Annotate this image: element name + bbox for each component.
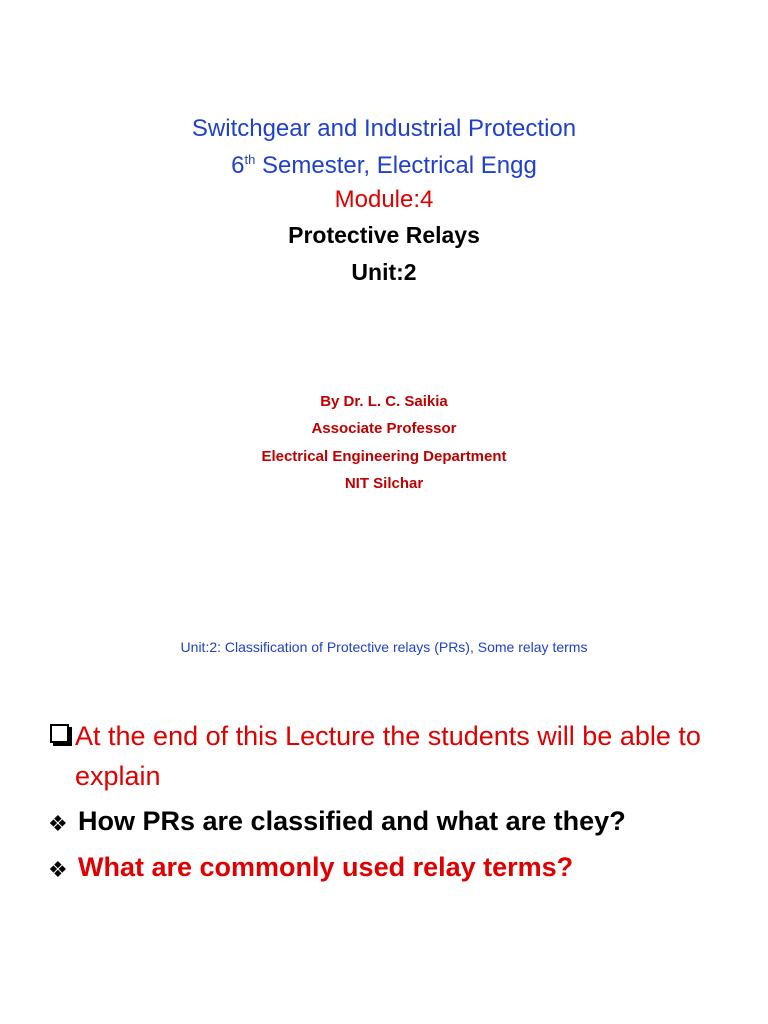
course-title: Switchgear and Industrial Protection [191, 115, 577, 142]
author-name: By Dr. L. C. Saikia [320, 393, 448, 410]
author-designation: Associate Professor [311, 420, 457, 437]
module-label: Module:4 [334, 186, 434, 213]
objective-item [48, 798, 748, 844]
semester-line [0, 149, 768, 183]
semester-number: 6 [231, 152, 245, 179]
objective-item [48, 844, 748, 890]
diamond-bullet-icon: ❖ [48, 811, 68, 836]
objectives-intro-text: At the end of this Lecture the students will be able to explain [75, 721, 701, 791]
objectives-list [48, 716, 748, 890]
topic-title: Protective Relays [288, 222, 480, 248]
semester-rest: Semester, Electrical Engg [255, 152, 537, 179]
unit-description: Unit:2: Classification of Protective relays (PRs), Some relay terms [180, 639, 588, 655]
semester-suffix: th [244, 152, 256, 167]
author-institute: NIT Silchar [344, 475, 424, 492]
diamond-bullet-icon: ❖ [48, 857, 68, 882]
unit-label: Unit:2 [351, 259, 417, 285]
box-bullet-icon [50, 724, 69, 743]
objective-item-text: How PRs are classified and what are they? [78, 806, 626, 836]
objective-item-text: What are commonly used relay terms? [78, 852, 574, 882]
author-department: Electrical Engineering Department [261, 448, 507, 465]
objectives-intro [48, 716, 748, 796]
